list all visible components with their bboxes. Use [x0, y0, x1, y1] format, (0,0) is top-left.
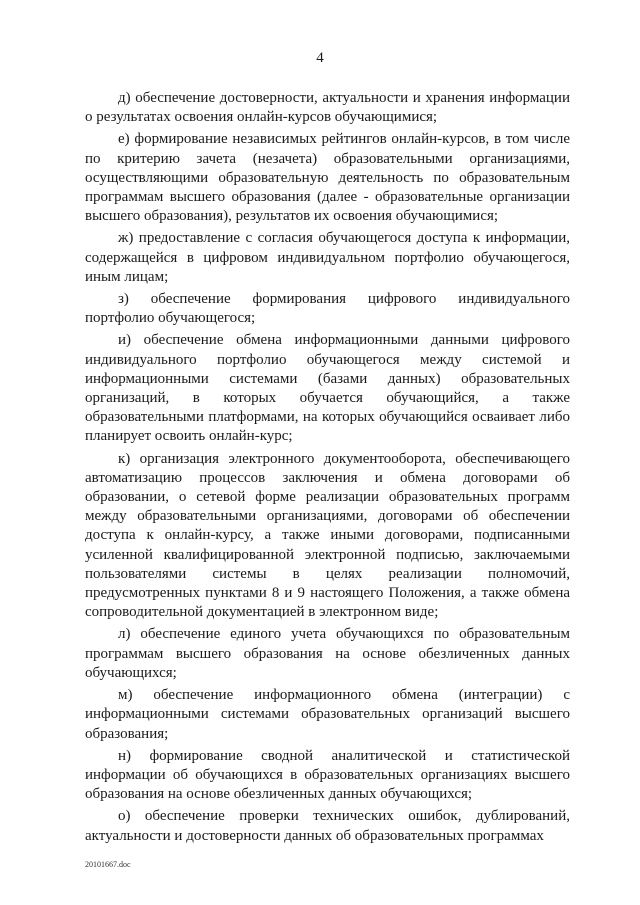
paragraph-e: е) формирование независимых рейтингов онлайн-курсов, в том числе по критерию зачета (незачета) образовательными организациями, осуществляющими образовательную деятельность по образовательным программам высшего образования (далее - образовательные организации высшего образования), результатов их освоения обучающимися; [85, 131, 570, 225]
paragraph-l: л) обеспечение единого учета обучающихся по образовательным программам высшего образования на основе обезличенных данных обучающихся; [85, 626, 570, 681]
paragraph-k: к) организация электронного документооборота, обеспечивающего автоматизацию процессов заключения и обмена договорами об образовании, о сетевой форме реализации образовательных программ между образовательными организациями, договорами об обеспечении доступа к онлайн-курсу, а также иными договорами, подписанными усиленной квалифицированной электронной подписью, заключаемыми пользователями системы в целях реализации полномочий, предусмотренных пунктами 8 и 9 настоящего Положения, а также обмена сопроводительной документацией в электронном виде; [85, 450, 570, 621]
paragraph-m: м) обеспечение информационного обмена (интеграции) с информационными системами образовательных организаций высшего образования; [85, 687, 570, 742]
paragraph-o: о) обеспечение проверки технических ошибок, дублирований, актуальности и достоверности данных об образовательных программах [85, 808, 570, 844]
document-body [85, 89, 570, 849]
page-number: 4 [316, 50, 324, 66]
paragraph-d: д) обеспечение достоверности, актуальности и хранения информации о результатах освоения онлайн-курсов обучающимися; [85, 90, 570, 126]
document-filename: 20101667.doc [85, 860, 131, 869]
paragraph-z: з) обеспечение формирования цифрового индивидуального портфолио обучающегося; [85, 291, 570, 327]
paragraph-zh: ж) предоставление с согласия обучающегося доступа к информации, содержащейся в цифровом индивидуальном портфолио обучающегося, иным лицам; [85, 230, 570, 285]
paragraph-n: н) формирование сводной аналитической и статистической информации об обучающихся в образовательных организациях высшего образования на основе обезличенных данных обучающихся; [85, 747, 570, 803]
paragraph-i: и) обеспечение обмена информационными данными цифрового индивидуального портфолио обучающегося между системой и информационными системами (базами данных) образовательных организаций, в которых обучается обучающийся, а также образовательными платформами, на которых обучающийся осваивает либо планирует освоить онлайн-курс; [85, 332, 570, 445]
